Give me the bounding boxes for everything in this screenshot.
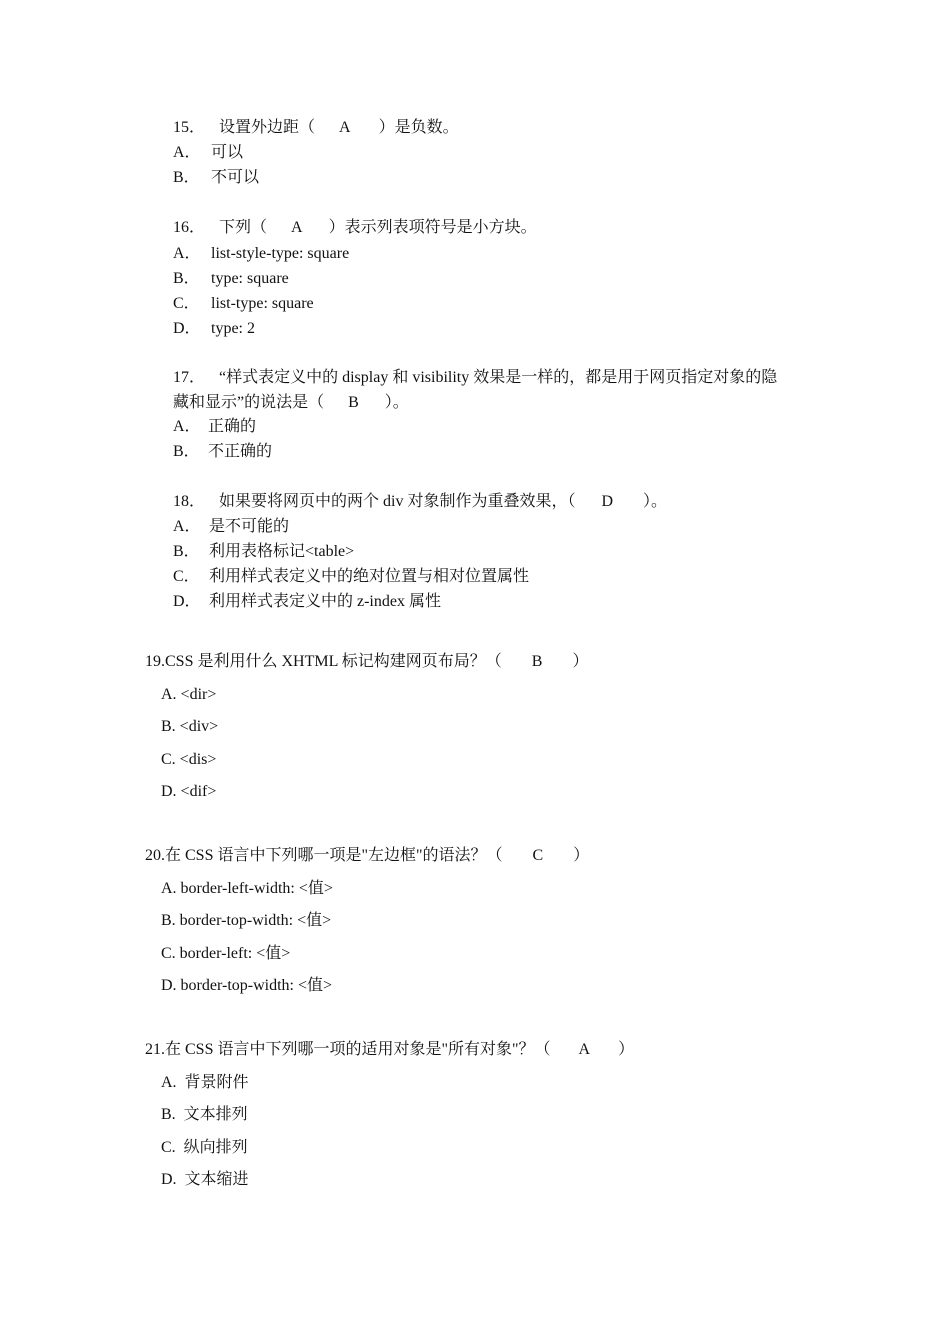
question-20-option-b: B. border-top-width: <值> bbox=[161, 912, 332, 929]
question-18-option-a bbox=[173, 517, 289, 537]
answer-letter: B bbox=[531, 653, 543, 670]
answer-letter: A bbox=[291, 219, 303, 236]
option-letter: B． bbox=[173, 169, 200, 186]
option-text: 利用表格标记<table> bbox=[209, 543, 355, 560]
question-stem: 下列（ bbox=[219, 219, 268, 236]
question-stem-end: ）。 bbox=[384, 394, 409, 411]
option-text: type: 2 bbox=[211, 320, 255, 337]
question-19-option-a: A. <dir> bbox=[161, 686, 217, 703]
question-number: 15． bbox=[173, 119, 206, 136]
question-stem: 设置外边距（ bbox=[219, 119, 316, 136]
question-21-option-d: D. 文本缩进 bbox=[161, 1171, 249, 1188]
option-text: 利用样式表定义中的绝对位置与相对位置属性 bbox=[209, 568, 530, 585]
option-letter: A． bbox=[173, 245, 201, 262]
question-18-stem bbox=[173, 492, 667, 512]
option-text: type: square bbox=[211, 270, 289, 287]
question-18-option-b bbox=[173, 542, 354, 562]
question-15-option-b bbox=[173, 168, 259, 188]
option-text: list-style-type: square bbox=[211, 245, 350, 262]
question-19-stem bbox=[145, 652, 588, 672]
question-16-option-d bbox=[173, 319, 255, 339]
question-15-option-a bbox=[173, 143, 243, 163]
question-17-stem-line2 bbox=[173, 393, 409, 413]
question-stem-end: ）是负数。 bbox=[378, 119, 459, 136]
question-21-stem bbox=[145, 1040, 634, 1060]
option-text: 正确的 bbox=[208, 418, 257, 435]
question-18-option-d bbox=[173, 592, 441, 612]
question-19-option-b: B. <div> bbox=[161, 718, 219, 735]
question-stem: “样式表定义中的 display 和 visibility 效果是一样的，都是用于网页指定对象的隐 bbox=[219, 369, 778, 386]
question-number: 16． bbox=[173, 219, 206, 236]
question-number: 17． bbox=[173, 369, 206, 386]
answer-letter: A bbox=[339, 119, 351, 136]
question-stem-end: ） bbox=[573, 847, 590, 864]
question-16-option-c bbox=[173, 294, 314, 314]
question-19-option-c: C. <dis> bbox=[161, 751, 217, 768]
question-20-option-c: C. border-left: <值> bbox=[161, 945, 291, 962]
option-letter: A． bbox=[173, 418, 201, 435]
option-text: 不可以 bbox=[211, 169, 260, 186]
question-20-option-d: D. border-top-width: <值> bbox=[161, 977, 333, 994]
question-16-option-a bbox=[173, 244, 349, 264]
option-letter: A． bbox=[173, 144, 201, 161]
question-17-stem-line1 bbox=[173, 368, 777, 388]
option-text: 不正确的 bbox=[208, 443, 273, 460]
question-stem-end: ） bbox=[572, 653, 589, 670]
question-stem: 如果要将网页中的两个 div 对象制作为重叠效果，（ bbox=[219, 493, 576, 510]
question-stem: 藏和显示”的说法是（ bbox=[173, 394, 325, 411]
option-letter: C． bbox=[173, 568, 200, 585]
question-stem: 21.在 CSS 语言中下列哪一项的适用对象是"所有对象"？（ bbox=[145, 1041, 551, 1058]
answer-letter: B bbox=[348, 394, 359, 411]
option-text: 利用样式表定义中的 z-index 属性 bbox=[209, 593, 441, 610]
option-text: list-type: square bbox=[211, 295, 314, 312]
question-17-option-b bbox=[173, 442, 272, 462]
answer-letter: D bbox=[601, 493, 614, 510]
question-21-option-a: A. 背景附件 bbox=[161, 1074, 249, 1091]
question-21-option-c: C. 纵向排列 bbox=[161, 1139, 248, 1156]
question-number: 18． bbox=[173, 493, 206, 510]
option-letter: C． bbox=[173, 295, 200, 312]
option-letter: A． bbox=[173, 518, 201, 535]
question-stem-end: ） bbox=[618, 1041, 635, 1058]
question-16-option-b bbox=[173, 269, 289, 289]
question-17-option-a bbox=[173, 417, 256, 437]
question-stem: 19.CSS 是利用什么 XHTML 标记构建网页布局？（ bbox=[145, 653, 502, 670]
question-19-option-d: D. <dif> bbox=[161, 783, 217, 800]
option-letter: B． bbox=[173, 543, 200, 560]
question-stem: 20.在 CSS 语言中下列哪一项是"左边框"的语法？（ bbox=[145, 847, 503, 864]
option-letter: B． bbox=[173, 270, 200, 287]
option-text: 可以 bbox=[211, 144, 244, 161]
question-16-stem bbox=[173, 218, 537, 238]
question-stem-end: ）。 bbox=[643, 493, 668, 510]
question-20-option-a: A. border-left-width: <值> bbox=[161, 880, 333, 897]
option-letter: B． bbox=[173, 443, 200, 460]
question-stem-end: ）表示列表项符号是小方块。 bbox=[328, 219, 537, 236]
answer-letter: C bbox=[532, 847, 544, 864]
answer-letter: A bbox=[578, 1041, 591, 1058]
question-18-option-c bbox=[173, 567, 529, 587]
question-15-stem bbox=[173, 118, 459, 138]
option-letter: D． bbox=[173, 593, 201, 610]
question-21-option-b: B. 文本排列 bbox=[161, 1106, 248, 1123]
question-20-stem bbox=[145, 846, 589, 866]
option-text: 是不可能的 bbox=[209, 518, 290, 535]
option-letter: D． bbox=[173, 320, 201, 337]
